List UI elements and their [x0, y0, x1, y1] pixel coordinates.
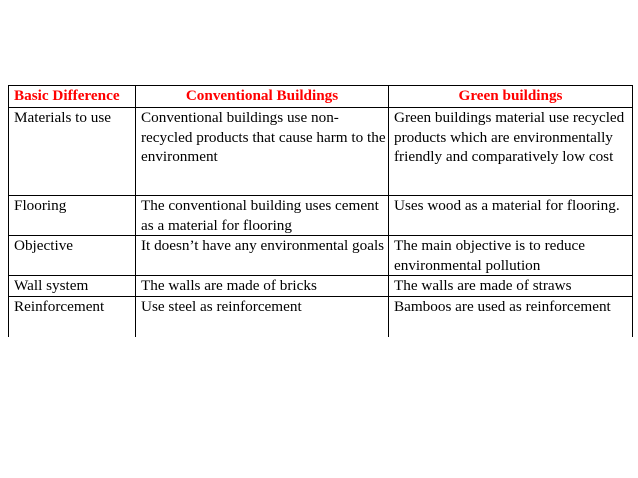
table-row — [9, 276, 633, 297]
row-green: Green buildings material use recycled products which are environmentally friendly and comparatively low cost — [394, 109, 625, 165]
row-green: Bamboos are used as reinforcement — [394, 298, 611, 315]
row-green: The walls are made of straws — [394, 277, 572, 294]
table-row — [9, 108, 633, 196]
row-aspect-cell — [9, 108, 136, 196]
row-green-cell — [389, 236, 633, 276]
row-conventional-cell — [136, 108, 389, 196]
row-conventional: The conventional building uses cement as a material for flooring — [141, 197, 379, 234]
table-row — [9, 196, 633, 236]
row-conventional: Use steel as reinforcement — [141, 298, 302, 315]
comparison-table — [8, 85, 633, 337]
row-green-cell — [389, 297, 633, 338]
row-green-cell — [389, 276, 633, 297]
row-green: Uses wood as a material for flooring. — [394, 197, 620, 214]
table-row — [9, 236, 633, 276]
row-green-cell — [389, 108, 633, 196]
table-header-row — [9, 86, 633, 108]
row-conventional-cell — [136, 196, 389, 236]
row-conventional: Conventional buildings use non-recycled products that cause harm to the environment — [141, 109, 386, 165]
header-green-buildings: Green buildings — [389, 86, 633, 108]
row-aspect: Flooring — [14, 197, 67, 214]
table-row — [9, 297, 633, 338]
row-aspect-cell — [9, 236, 136, 276]
row-conventional: It doesn’t have any environmental goals — [141, 237, 385, 254]
comparison-table-container — [8, 85, 632, 337]
row-green: The main objective is to reduce environmental pollution — [394, 237, 586, 274]
row-conventional-cell — [136, 297, 389, 338]
row-aspect-cell — [9, 196, 136, 236]
header-basic-difference: Basic Difference — [9, 86, 136, 108]
row-aspect: Reinforcement — [14, 298, 105, 315]
row-aspect: Materials to use — [14, 109, 112, 126]
row-conventional: The walls are made of bricks — [141, 277, 317, 294]
row-aspect: Objective — [14, 237, 74, 254]
header-conventional-buildings: Conventional Buildings — [136, 86, 389, 108]
row-conventional-cell — [136, 276, 389, 297]
row-aspect: Wall system — [14, 277, 89, 294]
row-aspect-cell — [9, 297, 136, 338]
row-aspect-cell — [9, 276, 136, 297]
row-conventional-cell — [136, 236, 389, 276]
row-green-cell — [389, 196, 633, 236]
